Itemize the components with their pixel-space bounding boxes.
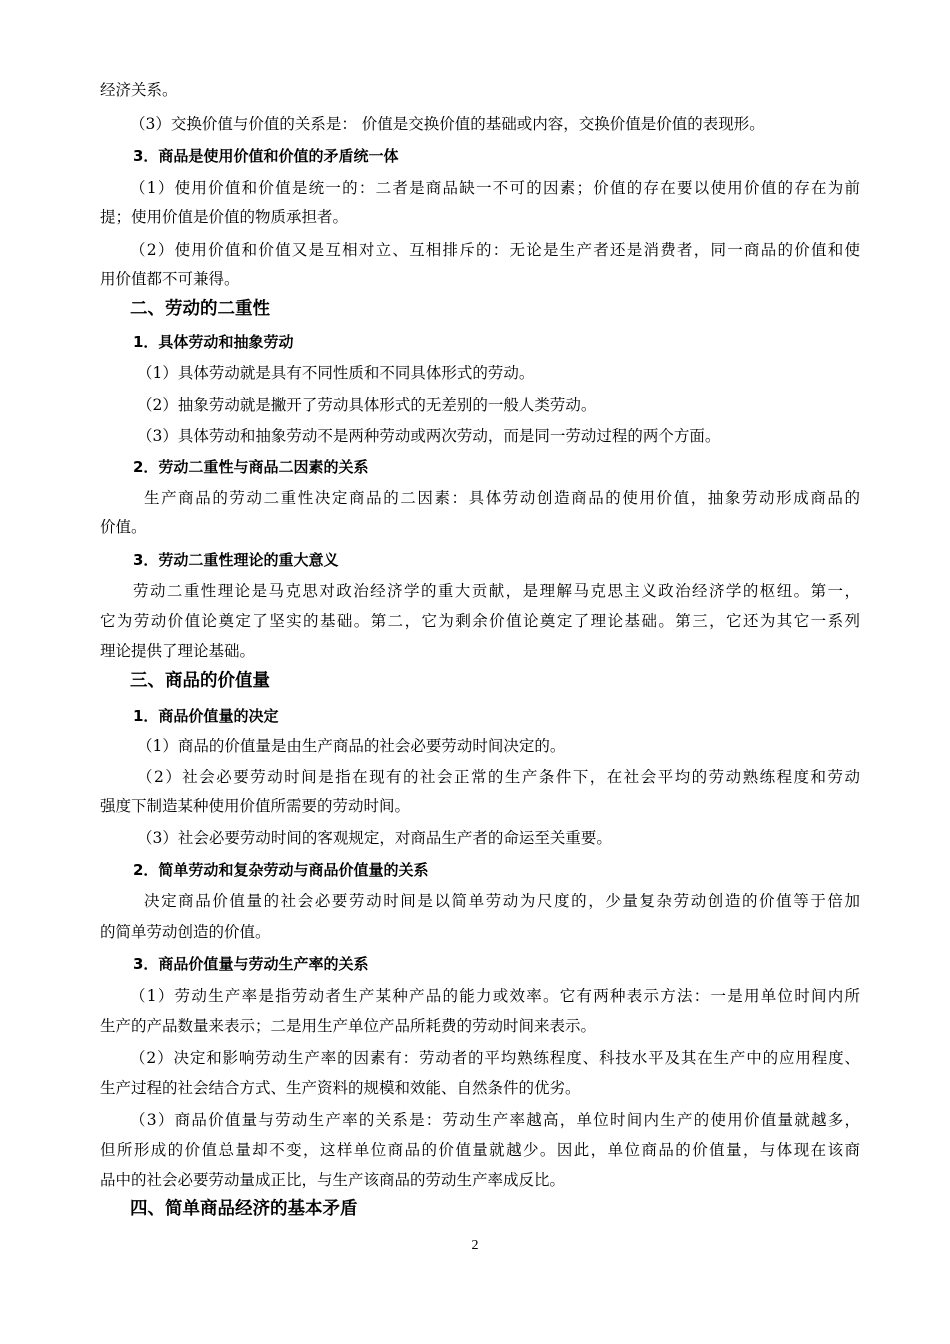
section-heading: 2．劳动二重性与商品二因素的关系 <box>133 458 369 476</box>
text-line: （2）抽象劳动就是撇开了劳动具体形式的无差别的一般人类劳动。 <box>137 396 597 414</box>
text-line: 品中的社会必要劳动量成正比，与生产该商品的劳动生产率成反比。 <box>100 1171 566 1189</box>
text-line: （3）具体劳动和抽象劳动不是两种劳动或两次劳动，而是同一劳动过程的两个方面。 <box>137 427 721 445</box>
text-line: 提；使用价值是价值的物质承担者。 <box>100 208 349 226</box>
text-line: 它为劳动价值论奠定了坚实的基础。第二，它为剩余价值论奠定了理论基础。第三，它还为其它一系列 <box>100 612 860 630</box>
text-line: 生产的产品数量来表示；二是用生产单位产品所耗费的劳动时间来表示。 <box>100 1017 597 1035</box>
text-line: 经济关系。 <box>100 81 178 99</box>
text-line: （1）使用价值和价值是统一的：二者是商品缺一不可的因素；价值的存在要以使用价值的存在为前 <box>130 179 860 197</box>
chapter-heading: 三、商品的价值量 <box>130 671 270 691</box>
text-line: （3）社会必要劳动时间的客观规定，对商品生产者的命运至关重要。 <box>137 829 612 847</box>
text-line: 决定商品价值量的社会必要劳动时间是以简单劳动为尺度的，少量复杂劳动创造的价值等于倍加 <box>144 892 860 910</box>
section-heading: 3．劳动二重性理论的重大意义 <box>133 551 339 569</box>
text-line: 用价值都不可兼得。 <box>100 270 240 288</box>
chapter-heading: 四、简单商品经济的基本矛盾 <box>130 1199 358 1219</box>
text-line: 生产商品的劳动二重性决定商品的二因素：具体劳动创造商品的使用价值，抽象劳动形成商品的 <box>144 489 860 507</box>
text-line: 的简单劳动创造的价值。 <box>100 923 271 941</box>
section-heading: 1．具体劳动和抽象劳动 <box>133 333 294 351</box>
section-heading: 3．商品是使用价值和价值的矛盾统一体 <box>133 147 399 165</box>
chapter-heading: 二、劳动的二重性 <box>130 299 270 319</box>
text-line: 但所形成的价值总量却不变，这样单位商品的价值量就越少。因此，单位商品的价值量，与体现在该商 <box>100 1141 860 1159</box>
text-line: （1）商品的价值量是由生产商品的社会必要劳动时间决定的。 <box>137 737 566 755</box>
section-heading: 1．商品价值量的决定 <box>133 707 279 725</box>
text-line: 劳动二重性理论是马克思对政治经济学的重大贡献，是理解马克思主义政治经济学的枢纽。第一， <box>133 582 860 600</box>
text-line: （1）具体劳动就是具有不同性质和不同具体形式的劳动。 <box>137 364 535 382</box>
text-line: 理论提供了理论基础。 <box>100 642 256 660</box>
text-line: （2）决定和影响劳动生产率的因素有：劳动者的平均熟练程度、科技水平及其在生产中的应用程度、 <box>130 1049 860 1067</box>
section-heading: 2．简单劳动和复杂劳动与商品价值量的关系 <box>133 861 429 879</box>
text-line: 价值。 <box>100 518 147 536</box>
text-line: （3）商品价值量与劳动生产率的关系是：劳动生产率越高，单位时间内生产的使用价值量就越多， <box>130 1111 860 1129</box>
section-heading: 3．商品价值量与劳动生产率的关系 <box>133 955 369 973</box>
text-line: （2）社会必要劳动时间是指在现有的社会正常的生产条件下，在社会平均的劳动熟练程度和劳动 <box>137 768 860 786</box>
text-line: （3）交换价值与价值的关系是： 价值是交换价值的基础或内容，交换价值是价值的表现形。 <box>130 115 765 133</box>
text-line: （1）劳动生产率是指劳动者生产某种产品的能力或效率。它有两种表示方法：一是用单位时间内所 <box>130 987 860 1005</box>
page-number: 2 <box>471 1238 479 1253</box>
text-line: 生产过程的社会结合方式、生产资料的规模和效能、自然条件的优劣。 <box>100 1079 581 1097</box>
text-line: （2）使用价值和价值又是互相对立、互相排斥的：无论是生产者还是消费者，同一商品的价值和使 <box>130 241 860 259</box>
text-line: 强度下制造某种使用价值所需要的劳动时间。 <box>100 797 411 815</box>
